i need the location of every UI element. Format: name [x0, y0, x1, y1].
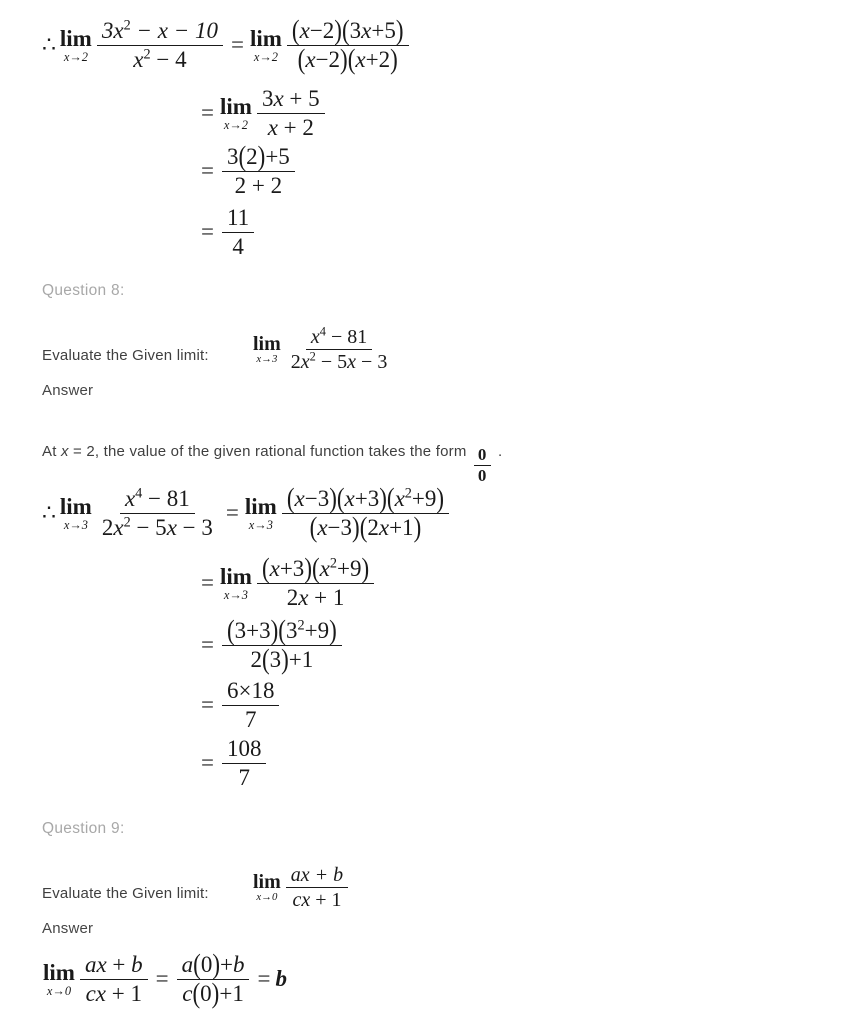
- numerator: 11: [222, 205, 254, 233]
- numerator: 3x + 5: [257, 86, 325, 114]
- equals-sign: =: [201, 158, 214, 184]
- question-8-step4-equation: [196, 678, 282, 733]
- denominator: x + 2: [267, 114, 314, 140]
- numerator: 6×18: [222, 678, 279, 706]
- q8-result-fraction: [222, 736, 267, 791]
- limit-operator: lim x→3: [59, 494, 92, 532]
- limit-operator-rhs: lim x→2: [249, 26, 282, 64]
- intro-text-after: .: [497, 443, 503, 460]
- numerator: $(x-3)(x+3)(x^2+9)$: [282, 486, 449, 514]
- q7-rhs-fraction: [287, 15, 409, 75]
- numerator: 108: [222, 736, 267, 764]
- numerator: $x^4 - 81$: [306, 326, 372, 350]
- question-9-prompt-label: Evaluate the Given limit:: [42, 885, 209, 902]
- question-9-solution-equation: [42, 949, 287, 1009]
- q7-step2-equation: [196, 86, 328, 141]
- q7-step4-equation: [196, 205, 257, 260]
- question-8-prompt-fraction: [286, 326, 393, 374]
- limit-operator: lim x→2: [219, 94, 252, 132]
- question-8-prompt-math: [252, 326, 395, 374]
- equals-sign-2: =: [257, 966, 271, 992]
- question-8-heading: Question 8:: [42, 282, 125, 299]
- equals-sign: =: [230, 32, 244, 58]
- denominator: 4: [232, 233, 244, 259]
- q7-step1-equation: [42, 15, 412, 75]
- q9-mid-fraction: [177, 949, 250, 1009]
- equals-sign: =: [201, 570, 214, 596]
- q8-step3-fraction: [222, 615, 342, 675]
- intro-variable: x: [60, 443, 69, 460]
- numerator: a(0)+b: [177, 952, 250, 980]
- question-8-step2-equation: [196, 553, 377, 611]
- q8-lhs-fraction: [97, 486, 218, 541]
- question-9-heading: Question 9:: [42, 820, 125, 837]
- denominator: 2 + 2: [234, 172, 283, 198]
- denominator: 2(3)+1: [250, 643, 314, 675]
- denominator: 0: [477, 465, 487, 485]
- denominator: 7: [244, 706, 257, 732]
- numerator: ax + b: [80, 952, 148, 980]
- numerator: $x^4 - 81$: [120, 486, 195, 514]
- question-8-step1-equation: [42, 483, 452, 543]
- numerator: 3(2)+5: [222, 144, 295, 172]
- question-8-prompt-label: Evaluate the Given limit:: [42, 347, 209, 364]
- therefore-symbol: ∴: [42, 500, 56, 525]
- therefore-symbol: ∴: [42, 32, 56, 57]
- question-8-answer-label: Answer: [42, 382, 94, 399]
- equals-sign: =: [225, 500, 239, 526]
- intro-text-before: At: [42, 443, 57, 460]
- numerator: $3x^2 - x - 10$: [97, 18, 223, 46]
- question-8-step3-equation: [196, 615, 345, 675]
- limit-operator: lim x→3: [219, 564, 252, 602]
- q9-lhs-fraction: [80, 952, 148, 1007]
- numerator: ax + b: [286, 864, 348, 888]
- q8-step2-fraction: [257, 553, 374, 611]
- denominator: 2x + 1: [286, 584, 345, 610]
- denominator: cx + 1: [85, 980, 142, 1006]
- numerator: $(3+3)(3^2+9)$: [222, 618, 342, 646]
- q7-result-fraction: [222, 205, 254, 260]
- numerator: (x−2)(3x+5): [287, 18, 409, 46]
- limit-operator: lim x→0: [43, 960, 75, 998]
- q7-step3-fraction: [222, 141, 295, 199]
- numerator: $(x+3)(x^2+9)$: [257, 556, 374, 584]
- q7-step3-equation: [196, 141, 298, 199]
- equals-sign: =: [201, 692, 214, 718]
- question-8-intro-text: [42, 443, 502, 485]
- q8-step4-fraction: [222, 678, 279, 733]
- denominator: $2x^2 - 5x - 3$: [101, 514, 213, 540]
- limit-operator: lim x→0: [253, 871, 281, 904]
- equals-sign: =: [201, 750, 214, 776]
- denominator: $2x^2 - 5x - 3$: [290, 349, 388, 374]
- equals-sign-1: =: [155, 966, 169, 992]
- denominator: c(0)+1: [182, 977, 244, 1009]
- equals-sign: =: [201, 100, 214, 126]
- numerator: 0: [474, 446, 491, 466]
- q8-rhs-fraction: [282, 483, 449, 543]
- q7-step2-fraction: [257, 86, 325, 141]
- question-9-prompt-fraction: [286, 864, 348, 912]
- limit-operator: lim x→3: [253, 333, 281, 366]
- question-9-prompt-math: [252, 864, 351, 912]
- limit-operator-rhs: lim x→3: [244, 494, 277, 532]
- limit-operator: lim x→2: [59, 26, 92, 64]
- question-9-answer-label: Answer: [42, 920, 94, 937]
- intro-text-mid: = 2, the value of the given rational function takes the form: [73, 443, 467, 460]
- denominator: cx + 1: [292, 889, 342, 912]
- equals-sign: =: [201, 632, 214, 658]
- q9-result: b: [275, 966, 287, 992]
- denominator: $x^2 - 4$: [133, 46, 187, 72]
- denominator: 7: [238, 764, 250, 790]
- denominator: (x−2)(x+2): [297, 43, 398, 75]
- q7-lhs-fraction: [97, 18, 223, 73]
- denominator: (x−3)(2x+1): [309, 511, 422, 543]
- question-8-step5-equation: [196, 736, 269, 791]
- zero-over-zero-fraction: [474, 446, 491, 485]
- equals-sign: =: [201, 219, 214, 245]
